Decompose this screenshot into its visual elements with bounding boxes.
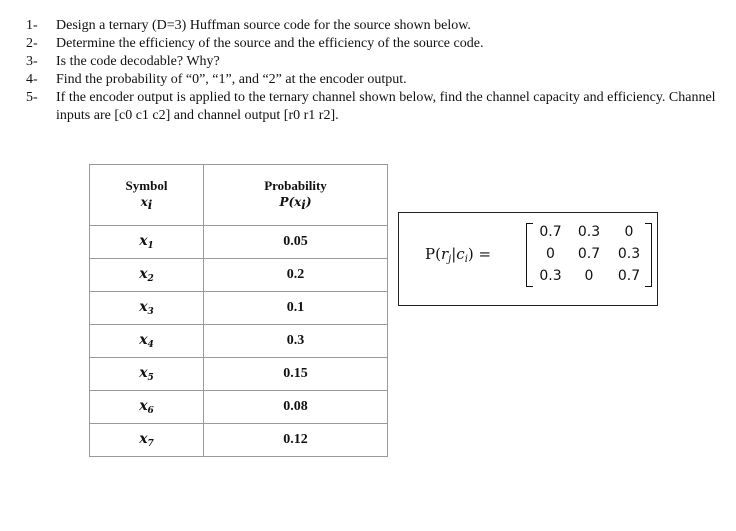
question-list [26,17,726,125]
probability-header-math: P(xi) [279,194,312,212]
probability-cell: 0.05 [204,226,388,259]
probability-cell: 0.08 [204,391,388,424]
matrix-cell: 0 [624,224,634,240]
question-item [26,89,726,125]
table-row [90,259,388,292]
symbol-header-math: xi [140,194,153,212]
matrix-left-bracket [526,223,533,287]
symbol-cell: $x_1$ [90,226,204,259]
channel-probability-expression: $P(r_j|c_i)$ = [425,245,492,265]
question-number: 3- [26,54,38,69]
question-number: 5- [26,90,38,105]
symbol-cell: $x_3$ [90,292,204,325]
matrix-cell: 0.3 [539,268,562,284]
question-text: Determine the efficiency of the source and the efficiency of the source code. [56,36,484,51]
channel-matrix-box [398,212,658,306]
question-text: Is the code decodable? Why? [56,54,220,69]
question-item [26,17,726,35]
question-number: 2- [26,36,38,51]
question-text: Find the probability of “0”, “1”, and “2” at the encoder output. [56,72,407,87]
table-row [90,424,388,457]
matrix-grid [533,221,648,287]
symbol-cell: $x_6$ [90,391,204,424]
probability-cell: 0.1 [204,292,388,325]
matrix-cell: 0.7 [577,246,601,262]
matrix-cell: 0.7 [539,224,562,240]
symbol-cell: $x_2$ [90,259,204,292]
question-item [26,71,726,89]
probability-cell: 0.2 [204,259,388,292]
matrix-right-bracket [645,223,652,287]
symbol-header-label: Symbol [125,177,168,193]
question-item [26,35,726,53]
symbol-cell: $x_5$ [90,358,204,391]
question-number: 1- [26,18,38,33]
matrix-cell: 0.3 [577,224,601,240]
matrix-cell: 0 [546,246,555,262]
probability-header-label: Probability [264,177,327,193]
symbol-cell: $x_4$ [90,325,204,358]
probability-cell: 0.3 [204,325,388,358]
table-row [90,358,388,391]
question-number: 4- [26,72,38,87]
matrix-cell: 0.3 [617,246,641,262]
table-row [90,391,388,424]
matrix-cell: 0.7 [617,268,641,284]
probability-cell: 0.12 [204,424,388,457]
probability-header [204,165,388,226]
probability-table [89,164,388,457]
probability-cell: 0.15 [204,358,388,391]
channel-matrix [526,221,652,287]
table-header-row [90,165,388,226]
question-text: Design a ternary (D=3) Huffman source code for the source shown below. [56,18,471,33]
symbol-cell: $x_7$ [90,424,204,457]
question-text: If the encoder output is applied to the ternary channel shown below, find the channel capacity and efficiency. Channel inputs are [c0 c1 c2] and channel output [r0 r1 r2]. [56,90,716,123]
table-row [90,292,388,325]
table-row [90,226,388,259]
question-item [26,53,726,71]
table-row [90,325,388,358]
matrix-cell: 0 [584,268,594,284]
symbol-header [90,165,204,226]
